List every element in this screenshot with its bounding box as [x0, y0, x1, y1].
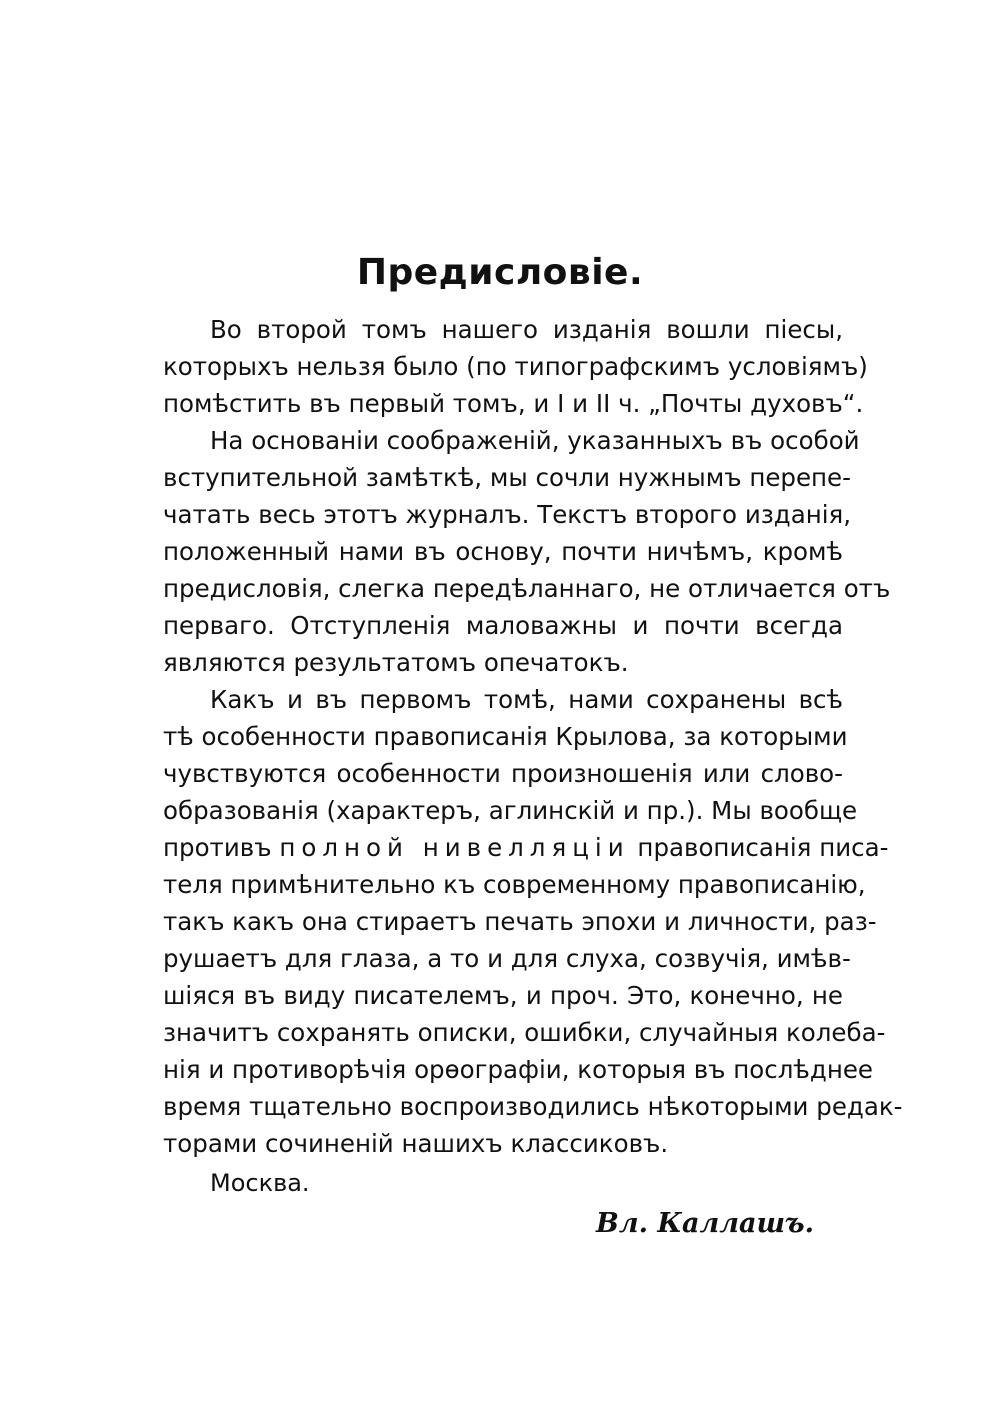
- text-line: вступительной замѣткѣ, мы сочли нужнымъ перепе-: [163, 463, 851, 492]
- text-line: тѣ особенности правописанія Крылова, за которыми: [163, 722, 848, 751]
- text-line: Во второй томъ нашего изданія вошли піесы,: [210, 315, 843, 344]
- text-line: являются результатомъ опечатокъ.: [163, 648, 629, 677]
- text-line: которыхъ нельзя было (по типографскимъ условіямъ): [163, 352, 868, 381]
- author-signature: Вл. Каллашъ.: [596, 1208, 815, 1239]
- text-line: [163, 832, 889, 864]
- place-line: Москва.: [210, 1169, 310, 1197]
- text-line: Какъ и въ первомъ томѣ, нами сохранены всѣ: [210, 685, 843, 714]
- text-line: теля примѣнительно къ современному правописанію,: [163, 870, 866, 899]
- text-line: чувствуются особенности произношенія или слово-: [163, 759, 843, 788]
- emphasized-text: полной нивелляціи: [279, 833, 630, 862]
- text-line: образованія (характеръ, аглинскій и пр.). Мы вообще: [163, 796, 858, 825]
- text-line: На основаніи соображеній, указанныхъ въ особой: [210, 426, 860, 455]
- text-segment: противъ: [163, 833, 272, 862]
- text-line: нія и противорѣчія орѳографіи, которыя въ послѣднее: [163, 1055, 873, 1084]
- text-line: значитъ сохранять описки, ошибки, случайныя колеба-: [163, 1018, 886, 1047]
- text-line: чатать весь этотъ журналъ. Текстъ второго изданія,: [163, 500, 852, 529]
- text-segment: правописанія писа-: [637, 833, 889, 862]
- text-line: рушаетъ для глаза, а то и для слуха, созвучія, имѣв-: [163, 944, 851, 973]
- text-line: предисловія, слегка передѣланнаго, не отличается отъ: [163, 574, 891, 603]
- text-line: время тщательно воспроизводились нѣкоторыми редак-: [163, 1092, 903, 1121]
- text-line: такъ какъ она стираетъ печать эпохи и личности, раз-: [163, 907, 877, 936]
- text-line: помѣстить въ первый томъ, и I и II ч. „Почты духовъ“.: [163, 389, 864, 418]
- text-line: торами сочиненій нашихъ классиковъ.: [163, 1129, 669, 1158]
- text-line: шіяся въ виду писателемъ, и проч. Это, конечно, не: [163, 981, 843, 1010]
- text-line: перваго. Отступленія маловажны и почти всегда: [163, 611, 843, 640]
- page-title: Предисловіе.: [356, 252, 644, 293]
- text-line: положенный нами въ основу, почти ничѣмъ, кромѣ: [163, 537, 843, 566]
